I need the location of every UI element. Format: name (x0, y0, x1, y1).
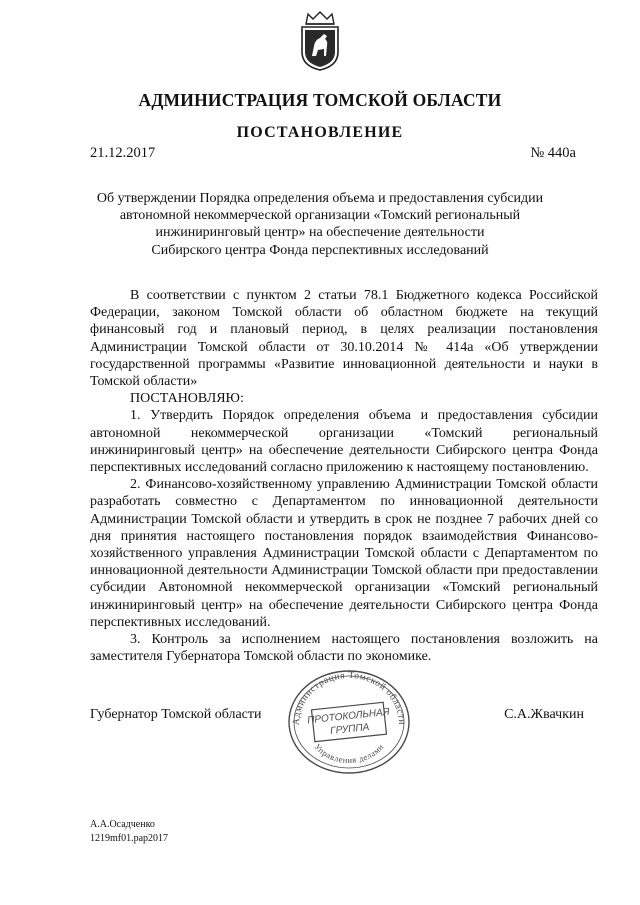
document-number: № 440а (530, 145, 576, 161)
stamp-outer-text: Администрация Томской области (291, 670, 407, 726)
svg-text:Управления делами (312, 742, 385, 766)
stamp-inner-line-2: ГРУППА (329, 721, 370, 737)
document-subject (90, 190, 550, 259)
signatory-position: Губернатор Томской области (90, 707, 262, 722)
item-2-paragraph: 2. Финансово-хозяйственному управлению Администрации Томской области разработать совместно с Департаментом по инновационной деятельности Администрации Томской области и утвердить в срок не позднее 7 рабочих дней со дня принятия настоящего постановления порядок взаимодействия Финансово-хозяйственного управления Администрации Томской области с Департаментом по инновационной деятельности Администрации Томской области при предоставлении субсидии Автономной некоммерческой организации «Томский региональный инжиниринговый центр» на обеспечение деятельности Сибирского центра Фонда перспективных исследований. (90, 477, 598, 630)
document-date: 21.12.2017 (90, 145, 156, 161)
file-code: 1219mf01.pap2017 (90, 833, 169, 844)
subject-line: инжиниринговый центр» на обеспечение деятельности (155, 225, 485, 241)
document-type: ПОСТАНОВЛЕНИЕ (236, 124, 404, 141)
decree-word: ПОСТАНОВЛЯЮ: (130, 391, 244, 407)
stamp-bottom-text: Управления делами (312, 741, 386, 766)
item-1-paragraph: 1. Утвердить Порядок определения объема и предоставления субсидии автономной некоммерческой организации «Томский региональный инжиниринговый центр» на обеспечение деятельности Сибирского центра Фонда перспективных исследований согласно приложению к настоящему постановлению. (90, 408, 598, 476)
subject-line: автономной некоммерческой организации «Томский региональный (119, 208, 521, 224)
subject-line: Сибирского центра Фонда перспективных исследований (151, 242, 489, 258)
executor-name: А.А.Осадченко (90, 819, 155, 830)
preamble-paragraph: В соответствии с пунктом 2 статьи 78.1 Бюджетного кодекса Российской Федерации, законом Томской области об областном бюджете на текущий финансовый год и плановый период, в целях реализации постановления Администрации Томской области от 30.10.2014 № 414а «Об утверждении государственной программы «Развитие инновационной деятельности и науки в Томской области» (90, 288, 598, 390)
document-body (90, 287, 598, 665)
item-3-paragraph: 3. Контроль за исполнением настоящего постановления возложить на заместителя Губернатора Томской области по экономике. (90, 632, 598, 665)
coat-of-arms-icon (296, 10, 344, 72)
organization-title: АДМИНИСТРАЦИЯ ТОМСКОЙ ОБЛАСТИ (138, 90, 502, 110)
document-footer (90, 818, 168, 846)
stamp-seal-icon (285, 668, 413, 776)
signatory-name: С.А.Жвачкин (504, 707, 584, 722)
subject-line: Об утверждении Порядка определения объема и предоставления субсидии (96, 191, 544, 206)
stamp-inner-line-1: ПРОТОКОЛЬНАЯ (306, 706, 391, 727)
